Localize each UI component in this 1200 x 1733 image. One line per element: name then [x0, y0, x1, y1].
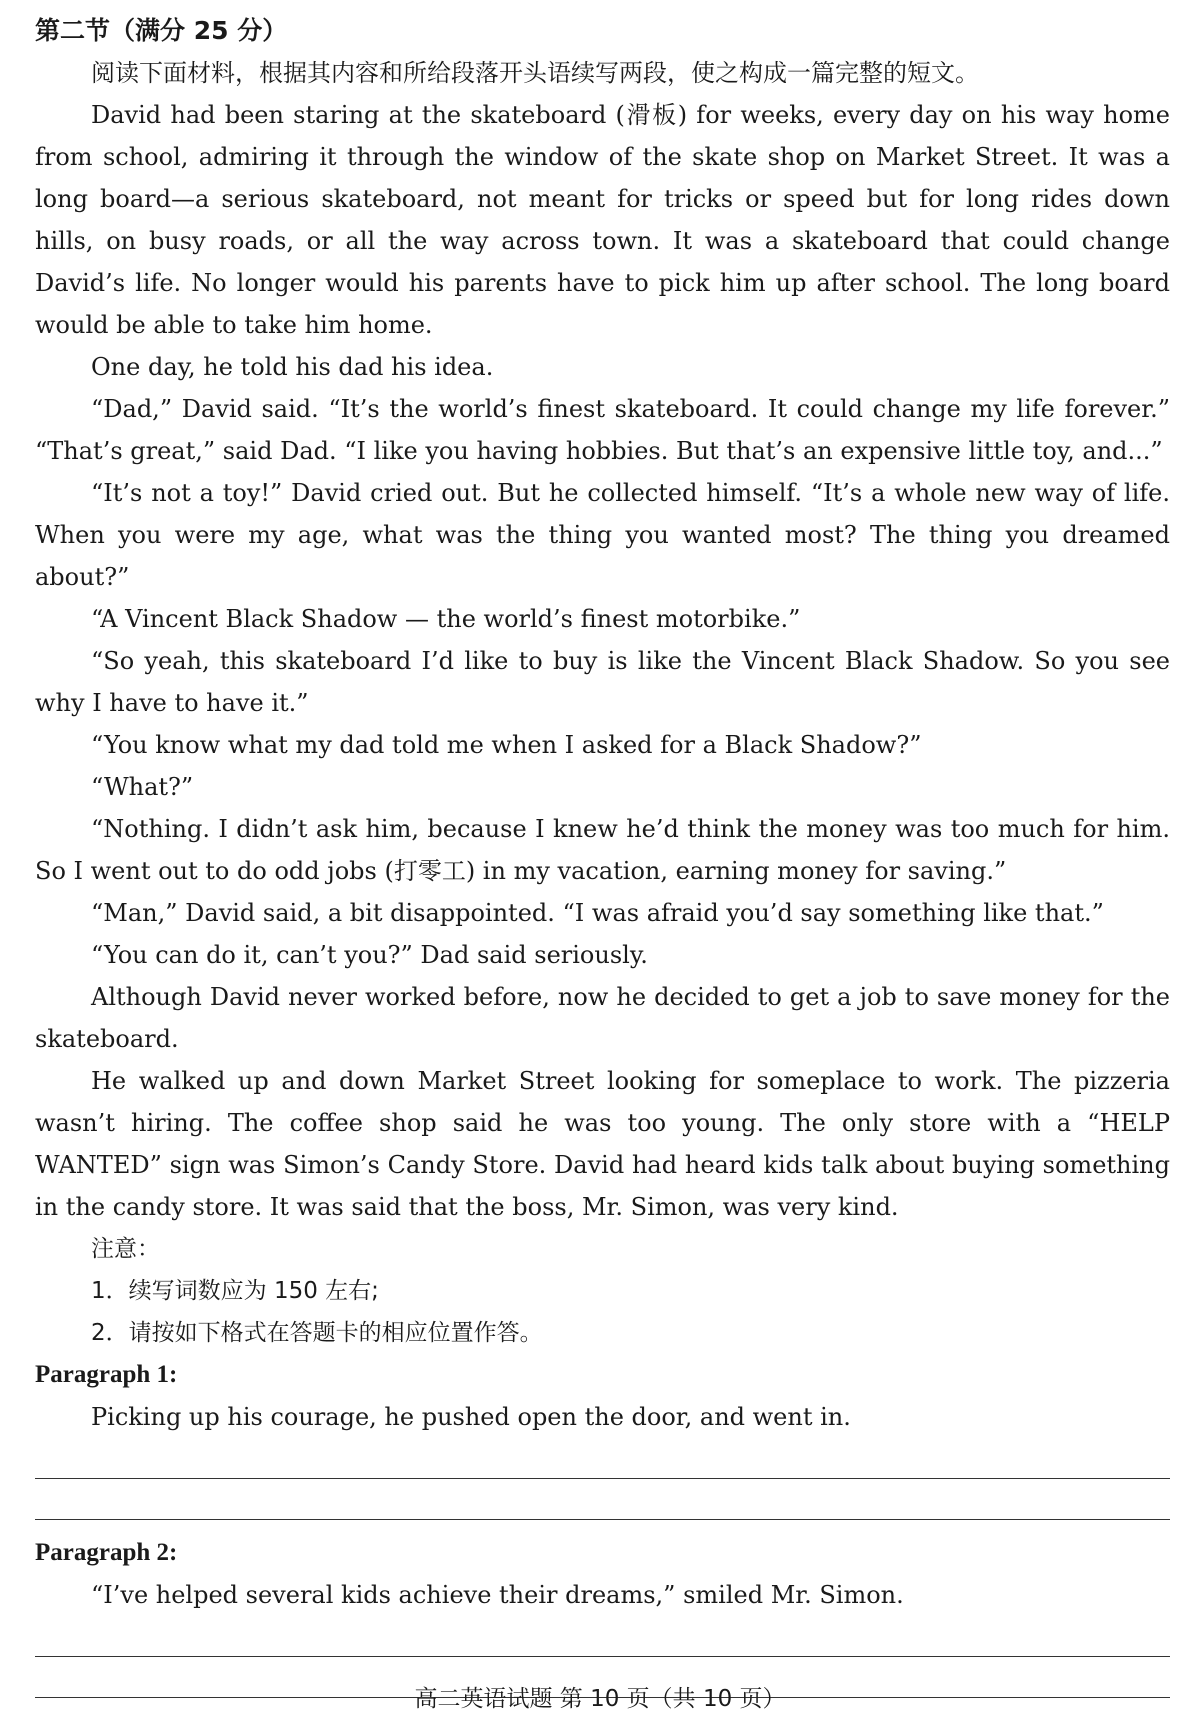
story-paragraph: David had been staring at the skateboard (滑板) for weeks, every day on his way home from school, admiring it through the window of the skate shop on Market Street. It was a long board—a serious skateboard, not meant for tricks or speed but for long rides down hills, on busy roads, or all the way across town. It was a skateboard that could change David’s life. No longer would his parents have to pick him up after school. The long board would be able to take him home. [35, 101, 1170, 339]
story-paragraph: “Dad,” David said. “It’s the world’s finest skateboard. It could change my life forever.” “That’s great,” said Dad. “I like you having hobbies. But that’s an expensive little toy, and...” [35, 395, 1170, 465]
paragraph-2-opening: “I’ve helped several kids achieve their dreams,” smiled Mr. Simon. [91, 1581, 904, 1609]
story-paragraph: “What?” [91, 773, 194, 801]
story-paragraph: One day, he told his dad his idea. [91, 353, 494, 381]
story-paragraph: “You can do it, can’t you?” Dad said seriously. [91, 941, 648, 969]
note-item: 1．续写词数应为 150 左右; [91, 1278, 379, 1304]
paragraph-1-opening: Picking up his courage, he pushed open the door, and went in. [91, 1403, 851, 1431]
story-paragraph: He walked up and down Market Street looking for someplace to work. The pizzeria wasn’t hiring. The coffee shop said he was too young. The only store with a “HELP WANTED” sign was Simon’s Candy Store. David had heard kids talk about buying something in the candy store. It was said that the boss, Mr. Simon, was very kind. [35, 1067, 1170, 1221]
answer-line[interactable] [35, 1616, 1170, 1657]
page-footer: 高二英语试题 第 10 页（共 10 页） [414, 1686, 786, 1712]
instruction-text: 阅读下面材料，根据其内容和所给段落开头语续写两段，使之构成一篇完整的短文。 [91, 59, 979, 87]
story-paragraph: “So yeah, this skateboard I’d like to buy is like the Vincent Black Shadow. So you see why I have to have it.” [35, 647, 1170, 717]
section-title: 第二节（满分 25 分） [35, 16, 288, 45]
story-paragraph: “You know what my dad told me when I asked for a Black Shadow?” [91, 731, 922, 759]
notes-heading: 注意： [91, 1236, 160, 1262]
paragraph-1-label: Paragraph 1: [35, 1361, 178, 1388]
story-paragraph: “Man,” David said, a bit disappointed. “I was afraid you’d say something like that.” [91, 899, 1104, 927]
note-item: 2．请按如下格式在答题卡的相应位置作答。 [91, 1320, 543, 1346]
story-paragraph: “It’s not a toy!” David cried out. But he collected himself. “It’s a whole new way of life. When you were my age, what was the thing you wanted most? The thing you dreamed about?” [35, 479, 1170, 591]
story-paragraph: “Nothing. I didn’t ask him, because I knew he’d think the money was too much for him. So I went out to do odd jobs (打零工) in my vacation, earning money for saving.” [35, 815, 1170, 885]
story-paragraph: “A Vincent Black Shadow — the world’s finest motorbike.” [91, 605, 801, 633]
paragraph-2-label: Paragraph 2: [35, 1539, 178, 1566]
answer-line[interactable] [35, 1479, 1170, 1520]
answer-line[interactable] [35, 1438, 1170, 1479]
exam-page [35, 10, 1170, 1698]
story-paragraph: Although David never worked before, now he decided to get a job to save money for the skateboard. [35, 983, 1170, 1053]
